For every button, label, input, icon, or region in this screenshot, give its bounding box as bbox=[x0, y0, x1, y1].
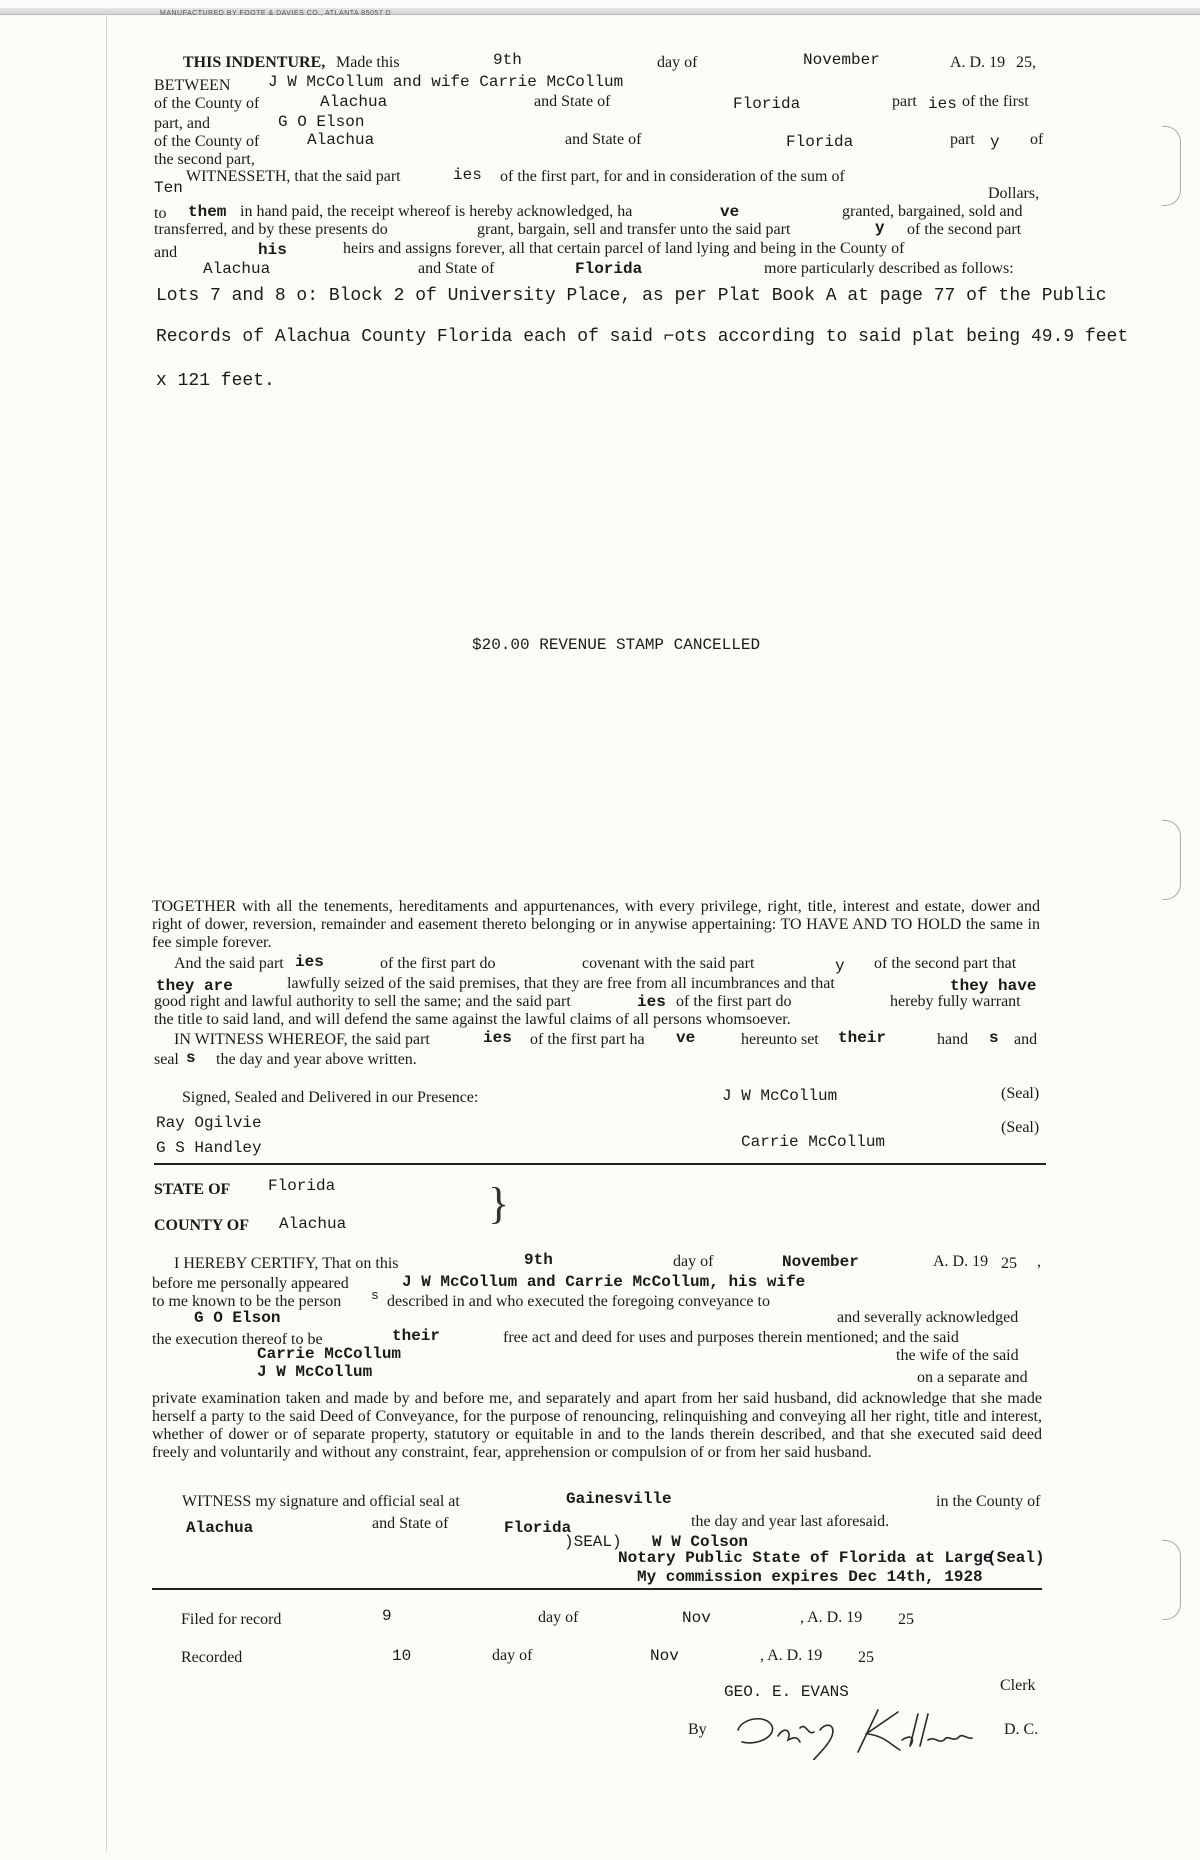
legal-description-line2: Records of Alachua County Florida each of said ⌐ots according to said plat being 49.9 feet bbox=[156, 327, 1129, 347]
covenant-l3a: good right and lawful authority to sell the same; and the said part bbox=[154, 993, 571, 1010]
witnesseth-suffix2: y bbox=[875, 219, 885, 237]
and-state-label: and State of bbox=[534, 93, 611, 110]
notary-seal-end: (Seal) bbox=[987, 1549, 1045, 1567]
recipient-pronoun: them bbox=[188, 203, 227, 221]
section-divider-1 bbox=[154, 1163, 1046, 1165]
before-me-label: before me personally appeared bbox=[152, 1275, 349, 1292]
parcel-county: Alachua bbox=[203, 260, 271, 278]
grantee-part-suffix: y bbox=[990, 133, 1000, 151]
seal-label-1: (Seal) bbox=[1001, 1085, 1040, 1102]
notary-title: Notary Public State of Florida at Large bbox=[618, 1549, 993, 1567]
separate-label: on a separate and bbox=[917, 1369, 1028, 1386]
wife-of-label: the wife of the said bbox=[896, 1347, 1019, 1364]
seal-word: seal bbox=[154, 1051, 179, 1068]
of-label: of bbox=[1030, 131, 1044, 148]
witness-my-signature: WITNESS my signature and official seal at bbox=[182, 1493, 460, 1510]
grantor-county: Alachua bbox=[320, 93, 388, 111]
seal-suffix: s bbox=[186, 1049, 196, 1067]
left-margin-line bbox=[106, 12, 107, 1852]
witnesseth-line3c: of the second part bbox=[907, 221, 1022, 238]
recorded-year: 25 bbox=[858, 1649, 874, 1666]
covenant-l3c: hereby fully warrant bbox=[890, 993, 1021, 1010]
ack-and-state-label: and State of bbox=[372, 1515, 449, 1532]
ack-day: 9th bbox=[524, 1251, 553, 1269]
grantor-state: Florida bbox=[733, 95, 801, 113]
described-label: described in and who executed the foregoing conveyance to bbox=[387, 1293, 770, 1310]
part-label: part bbox=[892, 93, 917, 110]
signed-sealed-delivered: Signed, Sealed and Delivered in our Presence: bbox=[182, 1089, 479, 1106]
grantor-part-suffix: ies bbox=[928, 95, 957, 113]
parcel-and-state-label: and State of bbox=[418, 260, 495, 277]
have-suffix: ve bbox=[720, 203, 740, 221]
recorded-month: Nov bbox=[650, 1647, 679, 1665]
covenant-l1c: covenant with the said part bbox=[582, 955, 755, 972]
day-of-label: day of bbox=[657, 54, 698, 71]
grantee-county: Alachua bbox=[307, 131, 375, 149]
indenture-lead: THIS INDENTURE, bbox=[183, 54, 326, 71]
part-label-2: part bbox=[950, 131, 975, 148]
witnesseth-line1: WITNESSETH, that the said part bbox=[186, 168, 401, 185]
ack-comma: , bbox=[1037, 1253, 1041, 1270]
grantor-signature-2: Carrie McCollum bbox=[741, 1133, 886, 1151]
deputy-clerk-signature bbox=[728, 1700, 988, 1760]
day-last-label: the day and year last aforesaid. bbox=[691, 1513, 890, 1530]
covenant-suffix3: ies bbox=[637, 993, 666, 1011]
ad-label: A. D. 19 bbox=[950, 54, 1006, 71]
dollars-label: Dollars, bbox=[988, 185, 1040, 202]
covenant-they-are: they are bbox=[156, 977, 233, 995]
sum-word: Ten bbox=[154, 179, 183, 197]
covenant-l3b: of the first part do bbox=[676, 993, 792, 1010]
legal-description-line3: x 121 feet. bbox=[156, 371, 275, 391]
filed-year: 25 bbox=[898, 1611, 914, 1628]
covenant-l4: the title to said land, and will defend the same against the lawful claims of all persons whomsoever. bbox=[154, 1011, 791, 1028]
covenant-suffix2: y bbox=[835, 957, 845, 975]
ack-day-of: day of bbox=[673, 1253, 714, 1270]
by-label: By bbox=[688, 1721, 707, 1738]
covenant-suffix1: ies bbox=[295, 953, 324, 971]
indenture-month: November bbox=[803, 51, 880, 69]
ack-their: their bbox=[392, 1327, 441, 1345]
grantors: J W McCollum and wife Carrie McCollum bbox=[268, 73, 624, 91]
witnesseth-line3b: grant, bargain, sell and transfer unto the said part bbox=[477, 221, 791, 238]
indenture-day: 9th bbox=[493, 51, 522, 69]
ack-wife: Carrie McCollum bbox=[257, 1345, 402, 1363]
witnesseth-line1b: of the first part, for and in consideration of the sum of bbox=[500, 168, 845, 185]
together-clause: TOGETHER with all the tenements, hereditaments and appurtenances, with every privilege, right, title, interest and estate, dower and right of dower, reversion, remainder and easement thereto belonging or in anywise appertaining: TO HAVE AND TO HOLD the same in fee simple forever. bbox=[152, 898, 1040, 951]
of-the-first-label: of the first bbox=[962, 93, 1029, 110]
clerk-name: GEO. E. EVANS bbox=[724, 1683, 849, 1701]
witness-suffix1: ies bbox=[483, 1029, 512, 1047]
section-divider-2 bbox=[152, 1588, 1042, 1590]
punch-hole-middle bbox=[1162, 820, 1181, 900]
certify-label: I HEREBY CERTIFY, That on this bbox=[174, 1255, 399, 1272]
and-state-label-2: and State of bbox=[565, 131, 642, 148]
county-of-label: of the County of bbox=[154, 95, 260, 112]
ack-city: Gainesville bbox=[566, 1490, 672, 1508]
in-county-of-label: in the County of bbox=[936, 1493, 1041, 1510]
witnesseth-line2: in hand paid, the receipt whereof is hereby acknowledged, ha bbox=[240, 203, 633, 220]
state-county-brace: } bbox=[488, 1179, 510, 1228]
witness-whereof-1: IN WITNESS WHEREOF, the said part bbox=[174, 1031, 430, 1048]
witness-suffix3: s bbox=[989, 1029, 999, 1047]
witnesseth-line3: transferred, and by these presents do bbox=[154, 221, 388, 238]
ack-month: November bbox=[782, 1253, 859, 1271]
recorded-ad: , A. D. 19 bbox=[760, 1647, 823, 1664]
grantee: G O Elson bbox=[278, 113, 365, 131]
witness-whereof-5: and bbox=[1014, 1031, 1038, 1048]
heirs-pronoun: his bbox=[258, 241, 287, 259]
dc-label: D. C. bbox=[1004, 1721, 1039, 1738]
covenant-l1b: of the first part do bbox=[380, 955, 496, 972]
execution-label: the execution thereof to be bbox=[152, 1331, 323, 1348]
second-part-label: the second part, bbox=[154, 151, 255, 168]
legal-description-line1: Lots 7 and 8 o: Block 2 of University Place, as per Plat Book A at page 77 of the Public bbox=[156, 286, 1107, 306]
notary-name: W W Colson bbox=[652, 1533, 749, 1551]
covenant-l1a: And the said part bbox=[174, 955, 284, 972]
recorded-label: Recorded bbox=[181, 1649, 243, 1666]
ack-state: Florida bbox=[268, 1177, 336, 1195]
notary-seal-mark: )SEAL) bbox=[564, 1533, 622, 1551]
seal-label-2: (Seal) bbox=[1001, 1119, 1040, 1136]
witness-whereof-3: hereunto set bbox=[741, 1031, 819, 1048]
witnesseth-line2b: granted, bargained, sold and bbox=[842, 203, 1023, 220]
witness-signature-1: Ray Ogilvie bbox=[156, 1114, 262, 1132]
parcel-state: Florida bbox=[575, 260, 643, 278]
ack-year: 25 bbox=[1001, 1255, 1017, 1272]
ack-persons: J W McCollum and Carrie McCollum, his wife bbox=[402, 1273, 806, 1291]
punch-hole-top bbox=[1162, 126, 1181, 206]
recorded-day-of: day of bbox=[492, 1647, 533, 1664]
grantor-signature-1: J W McCollum bbox=[722, 1087, 838, 1105]
private-examination-text: private examination taken and made by and before me, and separately and apart from her said husband, did acknowledge that she made herself a party to the said Deed of Conveyance, for the purpose of renouncing, relinquishing and conveying all her right, title and interest, whether of dower or of separate property, statutory or equitable in and to the lands therein described, and that she executed said deed freely and voluntarily and without any constraint, fear, apprehension or compulsion of or from her said husband. bbox=[152, 1390, 1042, 1461]
witness-signature-2: G S Handley bbox=[156, 1139, 262, 1157]
county-of-label-2: of the County of bbox=[154, 133, 260, 150]
grantee-state: Florida bbox=[786, 133, 854, 151]
ack-ad-label: A. D. 19 bbox=[933, 1253, 989, 1270]
filed-day-of: day of bbox=[538, 1609, 579, 1626]
severally-label: and severally acknowledged bbox=[837, 1309, 1019, 1326]
known-label: to me known to be the person bbox=[152, 1293, 342, 1310]
witness-pronoun: their bbox=[838, 1029, 887, 1047]
filed-for-record-label: Filed for record bbox=[181, 1611, 282, 1628]
clerk-label: Clerk bbox=[1000, 1677, 1036, 1694]
and-label: and bbox=[154, 244, 178, 261]
ack-husband: J W McCollum bbox=[257, 1363, 373, 1381]
witness-whereof-2: of the first part ha bbox=[530, 1031, 645, 1048]
filed-month: Nov bbox=[682, 1609, 711, 1627]
notary-commission: My commission expires Dec 14th, 1928 bbox=[637, 1568, 983, 1586]
county-of-ack-label: COUNTY OF bbox=[154, 1217, 249, 1234]
more-particularly-label: more particularly described as follows: bbox=[764, 260, 1014, 277]
covenant-l1d: of the second part that bbox=[874, 955, 1017, 972]
punch-hole-bottom bbox=[1162, 1540, 1181, 1620]
revenue-stamp-note: $20.00 REVENUE STAMP CANCELLED bbox=[472, 636, 761, 654]
state-of-label: STATE OF bbox=[154, 1181, 231, 1198]
ack-plural-s: s bbox=[371, 1288, 379, 1303]
ack-grantee: G O Elson bbox=[194, 1309, 281, 1327]
ack-county: Alachua bbox=[279, 1215, 347, 1233]
witness-whereof-4: hand bbox=[937, 1031, 969, 1048]
filed-day: 9 bbox=[382, 1607, 392, 1625]
ack-county-2: Alachua bbox=[186, 1519, 254, 1537]
covenant-they-have: they have bbox=[950, 977, 1037, 995]
filed-ad: , A. D. 19 bbox=[800, 1609, 863, 1626]
part-and-label: part, and bbox=[154, 115, 210, 132]
witnesseth-line4: heirs and assigns forever, all that certain parcel of land lying and being in the County of bbox=[343, 240, 905, 257]
indenture-year: 25, bbox=[1016, 54, 1036, 71]
free-act-label: free act and deed for uses and purposes therein mentioned; and the said bbox=[503, 1329, 959, 1346]
ack-state-2: Florida bbox=[504, 1519, 572, 1537]
to-label: to bbox=[154, 205, 167, 222]
witness-suffix2: ve bbox=[676, 1029, 696, 1047]
recorded-day: 10 bbox=[392, 1647, 412, 1665]
printer-imprint: MANUFACTURED BY FOOTE & DAVIES CO., ATLANTA 85057 D bbox=[160, 10, 392, 17]
witness-whereof-6: the day and year above written. bbox=[216, 1051, 417, 1068]
witnesseth-suffix1: ies bbox=[453, 166, 482, 184]
covenant-l2: lawfully seized of the said premises, that they are free from all incumbrances and that bbox=[287, 975, 835, 992]
made-this-label: Made this bbox=[336, 54, 400, 71]
between-label: BETWEEN bbox=[154, 77, 231, 94]
